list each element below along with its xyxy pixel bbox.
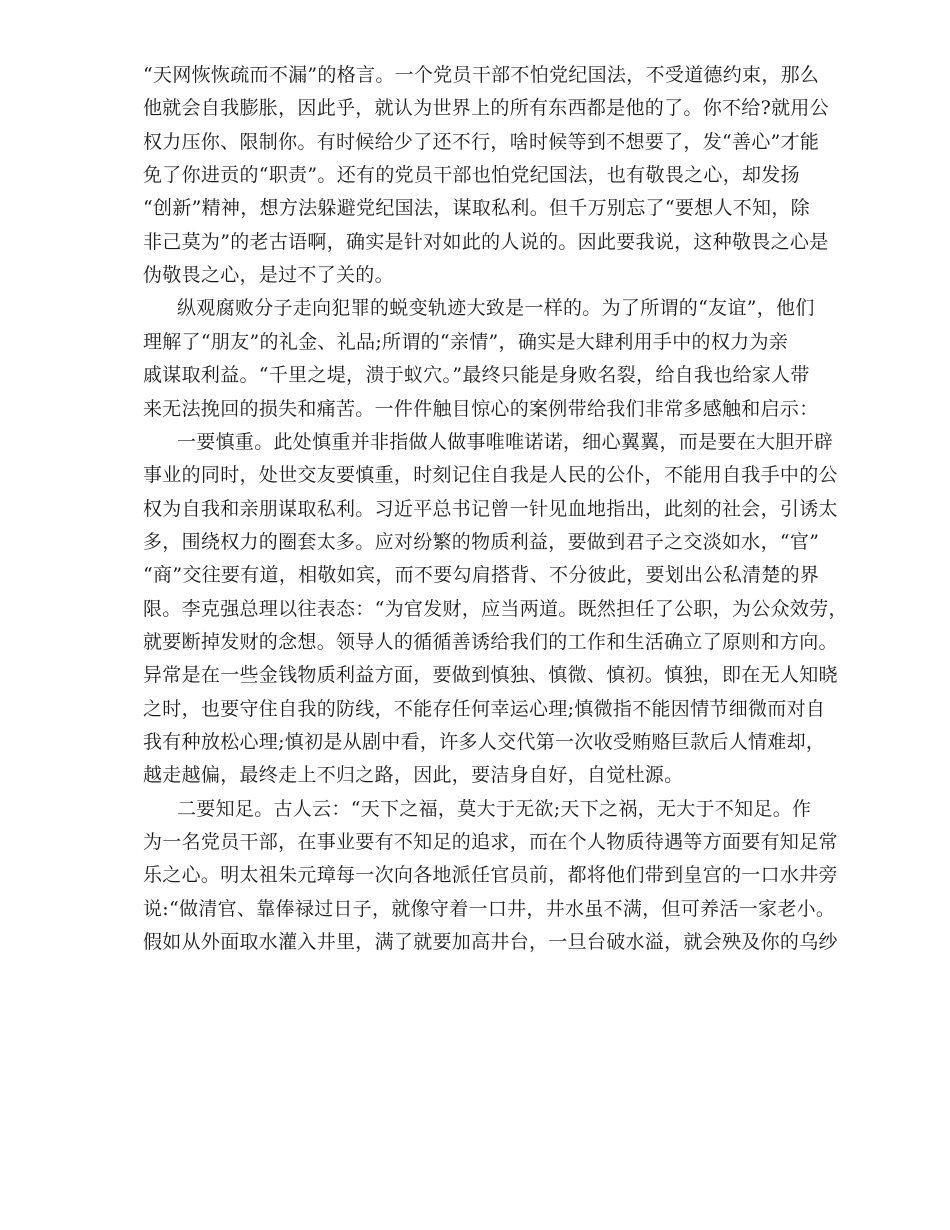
text-line: 限。李克强总理以往表态：“为官发财，应当两道。既然担任了公职，为公众效劳，	[143, 598, 848, 620]
text-line: 为一名党员干部，在事业要有不知足的追求，而在个人物质待遇等方面要有知足常	[143, 831, 838, 853]
text-line: 免了你进贡的“职责”。还有的党员干部也怕党纪国法，也有敬畏之心，却发扬	[143, 164, 800, 186]
text-line: “创新”精神，想方法躲避党纪国法，谋取私利。但千万别忘了“要想人不知，除	[143, 197, 810, 219]
text-line: 戚谋取利益。“千里之堤，溃于蚁穴。”最终只能是身败名裂，给自我也给家人带	[143, 364, 810, 386]
text-line: 来无法挽回的损失和痛苦。一件件触目惊心的案例带给我们非常多感触和启示：	[143, 398, 819, 420]
text-line: 之时，也要守住自我的防线，不能存任何幸运心理;慎微指不能因情节细微而对自	[143, 698, 826, 720]
text-line: “商”交往要有道，相敬如宾，而不要勾肩搭背、不分彼此，要划出公私清楚的界	[143, 564, 820, 586]
text-line: “天网恢恢疏而不漏”的格言。一个党员干部不怕党纪国法，不受道德约束，那么	[143, 64, 820, 86]
text-line: 越走越偏，最终走上不归之路，因此，要洁身自好，自觉杜源。	[143, 764, 684, 786]
text-line: 乐之心。明太祖朱元璋每一次向各地派任官员前，都将他们带到皇宫的一口水井旁	[143, 864, 838, 886]
text-line: 异常是在一些金钱物质利益方面，要做到慎独、慎微、慎初。慎独，即在无人知晓	[143, 664, 838, 686]
text-line: 伪敬畏之心，是过不了关的。	[143, 264, 394, 286]
text-line: 权为自我和亲朋谋取私利。习近平总书记曾一针见血地指出，此刻的社会，引诱太	[143, 498, 838, 520]
text-line: 事业的同时，处世交友要慎重，时刻记住自我是人民的公仆，不能用自我手中的公	[143, 464, 838, 486]
text-line: 纵观腐败分子走向犯罪的蜕变轨迹大致是一样的。为了所谓的“友谊”，他们	[177, 297, 815, 319]
text-line: 多，围绕权力的圈套太多。应对纷繁的物质利益，要做到君子之交淡如水，“官”	[143, 531, 820, 553]
text-line: 一要慎重。此处慎重并非指做人做事唯唯诺诺，细心翼翼，而是要在大胆开辟	[177, 431, 834, 453]
text-line: 二要知足。古人云：“天下之福，莫大于无欲;天下之祸，无大于不知足。作	[177, 798, 812, 820]
text-line: 假如从外面取水灌入井里，满了就要加高井台，一旦台破水溢，就会殃及你的乌纱	[143, 931, 838, 953]
text-line: 理解了“朋友”的礼金、礼品;所谓的“亲情”，确实是大肆利用手中的权力为亲	[143, 331, 789, 353]
text-line: 权力压你、限制你。有时候给少了还不行，啥时候等到不想要了，发“善心”才能	[143, 131, 820, 153]
text-line: 我有种放松心理;慎初是从剧中看，许多人交代第一次收受贿赂巨款后人情难却，	[143, 731, 826, 753]
text-line: 非己莫为”的老古语啊，确实是针对如此的人说的。因此要我说，这种敬畏之心是	[143, 231, 829, 253]
text-line: 就要断掉发财的念想。领导人的循循善诱给我们的工作和生活确立了原则和方向。	[143, 631, 838, 653]
text-line: 说:“做清官、靠俸禄过日子，就像守着一口井，井水虽不满，但可养活一家老小。	[143, 898, 836, 920]
text-line: 他就会自我膨胀，因此乎，就认为世界上的所有东西都是他的了。你不给?就用公	[143, 97, 829, 119]
